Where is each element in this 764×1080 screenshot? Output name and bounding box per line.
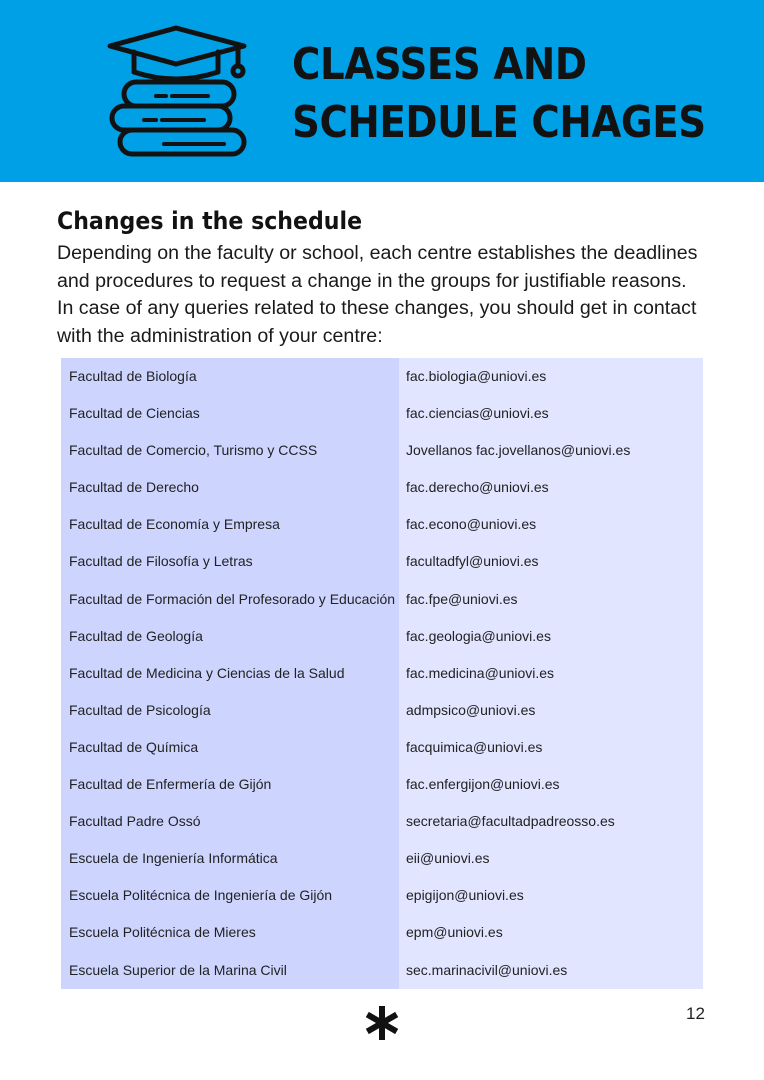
centre-name-cell: Facultad de Biología	[69, 368, 197, 384]
email-cell[interactable]: facquimica@uniovi.es	[406, 738, 543, 755]
page-title: CLASSES AND SCHEDULE CHAGES	[292, 39, 706, 148]
email-cell[interactable]: fac.fpe@uniovi.es	[406, 590, 518, 607]
email-cell[interactable]: Jovellanos fac.jovellanos@uniovi.es	[406, 442, 631, 459]
centre-name-cell: Facultad de Enfermería de Gijón	[69, 776, 272, 793]
centre-name-cell: Facultad de Economía y Empresa	[69, 516, 280, 533]
intro-line: with the administration of your centre:	[57, 324, 383, 347]
centre-name-cell: Facultad de Medicina y Ciencias de la Salud	[69, 664, 345, 681]
centre-name-column	[61, 358, 399, 989]
email-cell[interactable]: fac.biologia@uniovi.es	[406, 368, 547, 384]
section-title: Changes in the schedule	[57, 207, 363, 235]
centre-name-cell: Facultad de Ciencias	[69, 405, 200, 422]
centre-name-cell: Facultad de Derecho	[69, 479, 199, 496]
email-cell[interactable]: fac.ciencias@uniovi.es	[406, 405, 549, 422]
centre-name-cell: Escuela Superior de la Marina Civil	[69, 961, 287, 978]
email-cell[interactable]: sec.marinacivil@uniovi.es	[406, 961, 568, 978]
centre-name-cell: Facultad de Filosofía y Letras	[69, 553, 253, 570]
email-cell[interactable]: fac.geologia@uniovi.es	[406, 627, 551, 644]
email-cell[interactable]: eii@uniovi.es	[406, 850, 490, 867]
email-cell[interactable]: admpsico@uniovi.es	[406, 701, 536, 718]
email-cell[interactable]: fac.medicina@uniovi.es	[406, 664, 555, 681]
contacts-table	[61, 358, 703, 989]
page-header	[0, 0, 764, 182]
centre-name-cell: Escuela Politécnica de Ingeniería de Gijón	[69, 887, 333, 904]
graduation-cap-books-icon	[104, 24, 254, 158]
intro-line: In case of any queries related to these changes, you should get in contact	[57, 297, 697, 320]
centre-name-cell: Facultad de Psicología	[69, 701, 211, 718]
email-column	[399, 358, 703, 989]
centre-name-cell: Facultad de Formación del Profesorado y Educación	[69, 590, 396, 607]
page-number: 12	[686, 1004, 705, 1023]
centre-name-cell: Facultad de Geología	[69, 627, 203, 644]
email-cell[interactable]: fac.enfergijon@uniovi.es	[406, 776, 560, 793]
intro-line: and procedures to request a change in the groups for justifiable reasons.	[57, 269, 687, 292]
email-cell[interactable]: fac.derecho@uniovi.es	[406, 479, 549, 496]
intro-line: Depending on the faculty or school, each centre establishes the deadlines	[57, 242, 698, 264]
centre-name-cell: Escuela de Ingeniería Informática	[69, 850, 278, 867]
centre-name-cell: Facultad Padre Ossó	[69, 813, 201, 830]
centre-name-cell: Escuela Politécnica de Mieres	[69, 924, 256, 941]
email-cell[interactable]: facultadfyl@uniovi.es	[406, 553, 539, 570]
email-cell[interactable]: epigijon@uniovi.es	[406, 887, 524, 904]
email-cell[interactable]: fac.econo@uniovi.es	[406, 516, 537, 533]
email-cell[interactable]: secretaria@facultadpadreosso.es	[406, 813, 615, 830]
centre-name-cell: Facultad de Química	[69, 738, 199, 755]
email-cell[interactable]: epm@uniovi.es	[406, 924, 503, 941]
centre-name-cell: Facultad de Comercio, Turismo y CCSS	[69, 442, 318, 459]
asterisk-icon	[363, 1004, 401, 1042]
intro-paragraph	[57, 240, 737, 350]
